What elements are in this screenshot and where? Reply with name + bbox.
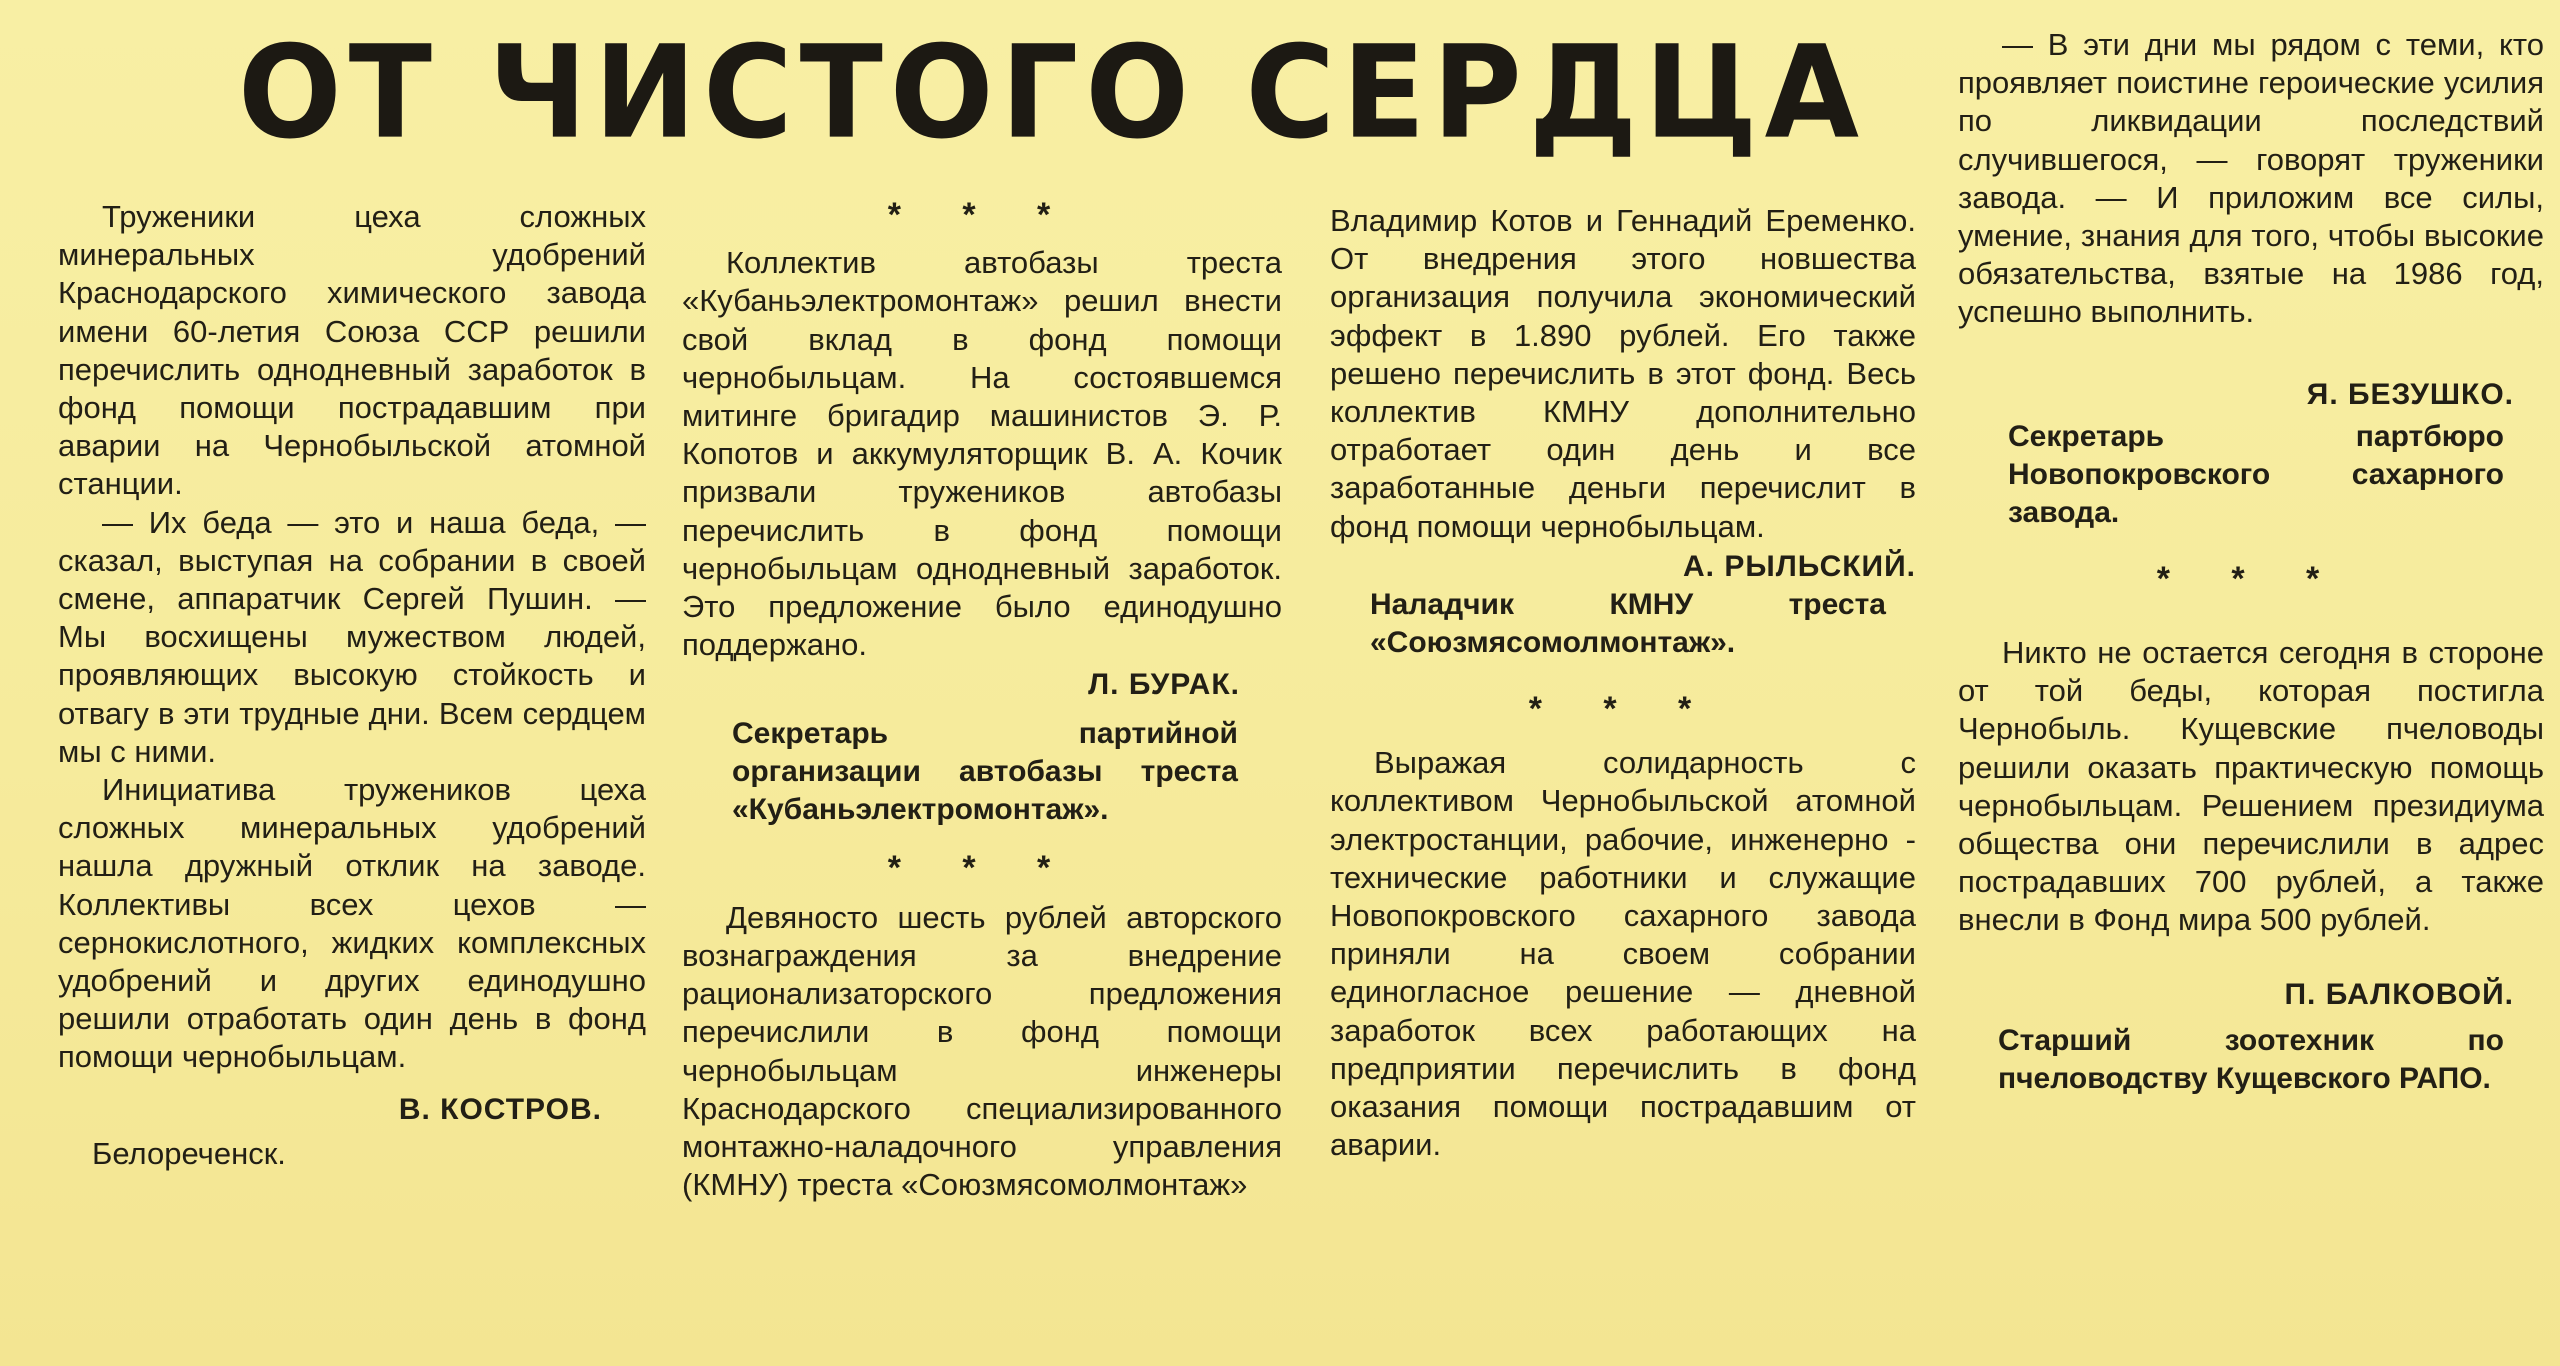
- col2-paragraph-1: Коллектив автобазы треста «Кубаньэлектромонтаж» решил внести свой вклад в фонд помощи чернобыльцам. На состоявшемся митинге бригадир машинистов Э. Р. Копотов и аккумуляторщик В. А. Кочик призвали тружеников автобазы перечислить в фонд помощи чернобыльцам однодневный заработок. Это предложение было единодушно поддержано.: [682, 245, 1282, 663]
- col4-signature: Я. БЕЗУШКО.: [2306, 377, 2514, 411]
- col3-position: Наладчик КМНУ треста «Союзмясомолмонтаж».: [1370, 588, 1886, 660]
- column-1: [58, 198, 646, 1173]
- col3-separator: * * *: [1528, 690, 1718, 729]
- col2-paragraph-2: Девяносто шесть рублей авторского вознаграждения за внедрение рационализаторского предложения перечислили в фонд помощи чернобыльцам инженеры Краснодарского специализированного монтажно-наладочного управления (КМНУ) треста «Союзмясомолмонтаж»: [682, 899, 1282, 1203]
- col4-paragraph-2: Никто не остается сегодня в стороне от той беды, которая постигла Чернобыль. Кущевские пчеловоды решили оказать практическую помощь чернобыльцам. Решением президиума общества они перечислили в адрес пострадавших 700 рублей, а также внесли в Фонд мира 500 рублей.: [1958, 635, 2544, 938]
- col1-paragraph-3: Инициатива тружеников цеха сложных минеральных удобрений нашла дружный отклик на заводе. Коллективы всех цехов — сернокислотного, жидких комплексных удобрений и других единодушно решили отработать один день в фонд помощи чернобыльцам.: [58, 772, 646, 1075]
- column-3: [1330, 202, 1916, 1164]
- column-4: [1958, 26, 2544, 1098]
- col4-position: Секретарь партбюро Новопокровского сахарного завода.: [2008, 419, 2504, 529]
- col1-place: Белореченск.: [92, 1135, 286, 1171]
- col3-paragraph-1: Владимир Котов и Геннадий Еременко. От внедрения этого новшества организация получила экономический эффект в 1.890 рублей. Его также решено перечислить в этот фонд. Весь коллектив КМНУ дополнительно отработает один день и все заработанные деньги перечислит в фонд помощи чернобыльцам.: [1330, 203, 1916, 544]
- col4-position-2: Старший зоотехник по пчеловодству Кущевского РАПО.: [1998, 1023, 2504, 1095]
- column-2: [682, 196, 1282, 1204]
- col1-paragraph-2: — Их беда — это и наша беда, — сказал, выступая на собрании в своей смене, аппаратчик Сергей Пушин. — Мы восхищены мужеством людей, проявляющих высокую стойкость и отвагу в эти трудные дни. Всем сердцем мы с ними.: [58, 504, 646, 769]
- col2-signature: Л. БУРАК.: [1088, 668, 1240, 702]
- col4-paragraph-1: — В эти дни мы рядом с теми, кто проявляет поистине героические усилия по ликвидации последствий случившегося, — говорят труженики завода. — И приложим все силы, умение, знания для того, чтобы высокие обязательства, взятые на 1986 год, успешно выполнить.: [1958, 27, 2544, 330]
- col4-signature-2: П. БАЛКОВОЙ.: [2284, 977, 2514, 1011]
- col3-paragraph-2: Выражая солидарность с коллективом Чернобыльской атомной электростанции, рабочие, инженерно - технические работники и служащие Новопокровского сахарного завода приняли на своем собрании единогласное решение — дневной заработок всех работающих на предприятии перечислить в фонд оказания помощи пострадавшим от аварии.: [1330, 745, 1916, 1163]
- col3-signature: А. РЫЛЬСКИЙ.: [1682, 549, 1916, 583]
- col4-separator: * * *: [2156, 559, 2346, 598]
- col2-position: Секретарь партийной организации автобазы треста «Кубаньэлектромонтаж».: [732, 716, 1238, 826]
- col2-separator-mid: * * *: [887, 848, 1077, 887]
- col2-separator-top: * * *: [887, 196, 1077, 234]
- col1-paragraph-1: Труженики цеха сложных минеральных удобрений Краснодарского химического завода имени 60-летия Союза ССР решили перечислить однодневный заработок в фонд помощи пострадавшим при аварии на Чернобыльской атомной станции.: [58, 199, 646, 502]
- article-headline: ОТ ЧИСТОГО СЕРДЦА: [238, 18, 1867, 168]
- col1-signature: В. КОСТРОВ.: [398, 1092, 602, 1126]
